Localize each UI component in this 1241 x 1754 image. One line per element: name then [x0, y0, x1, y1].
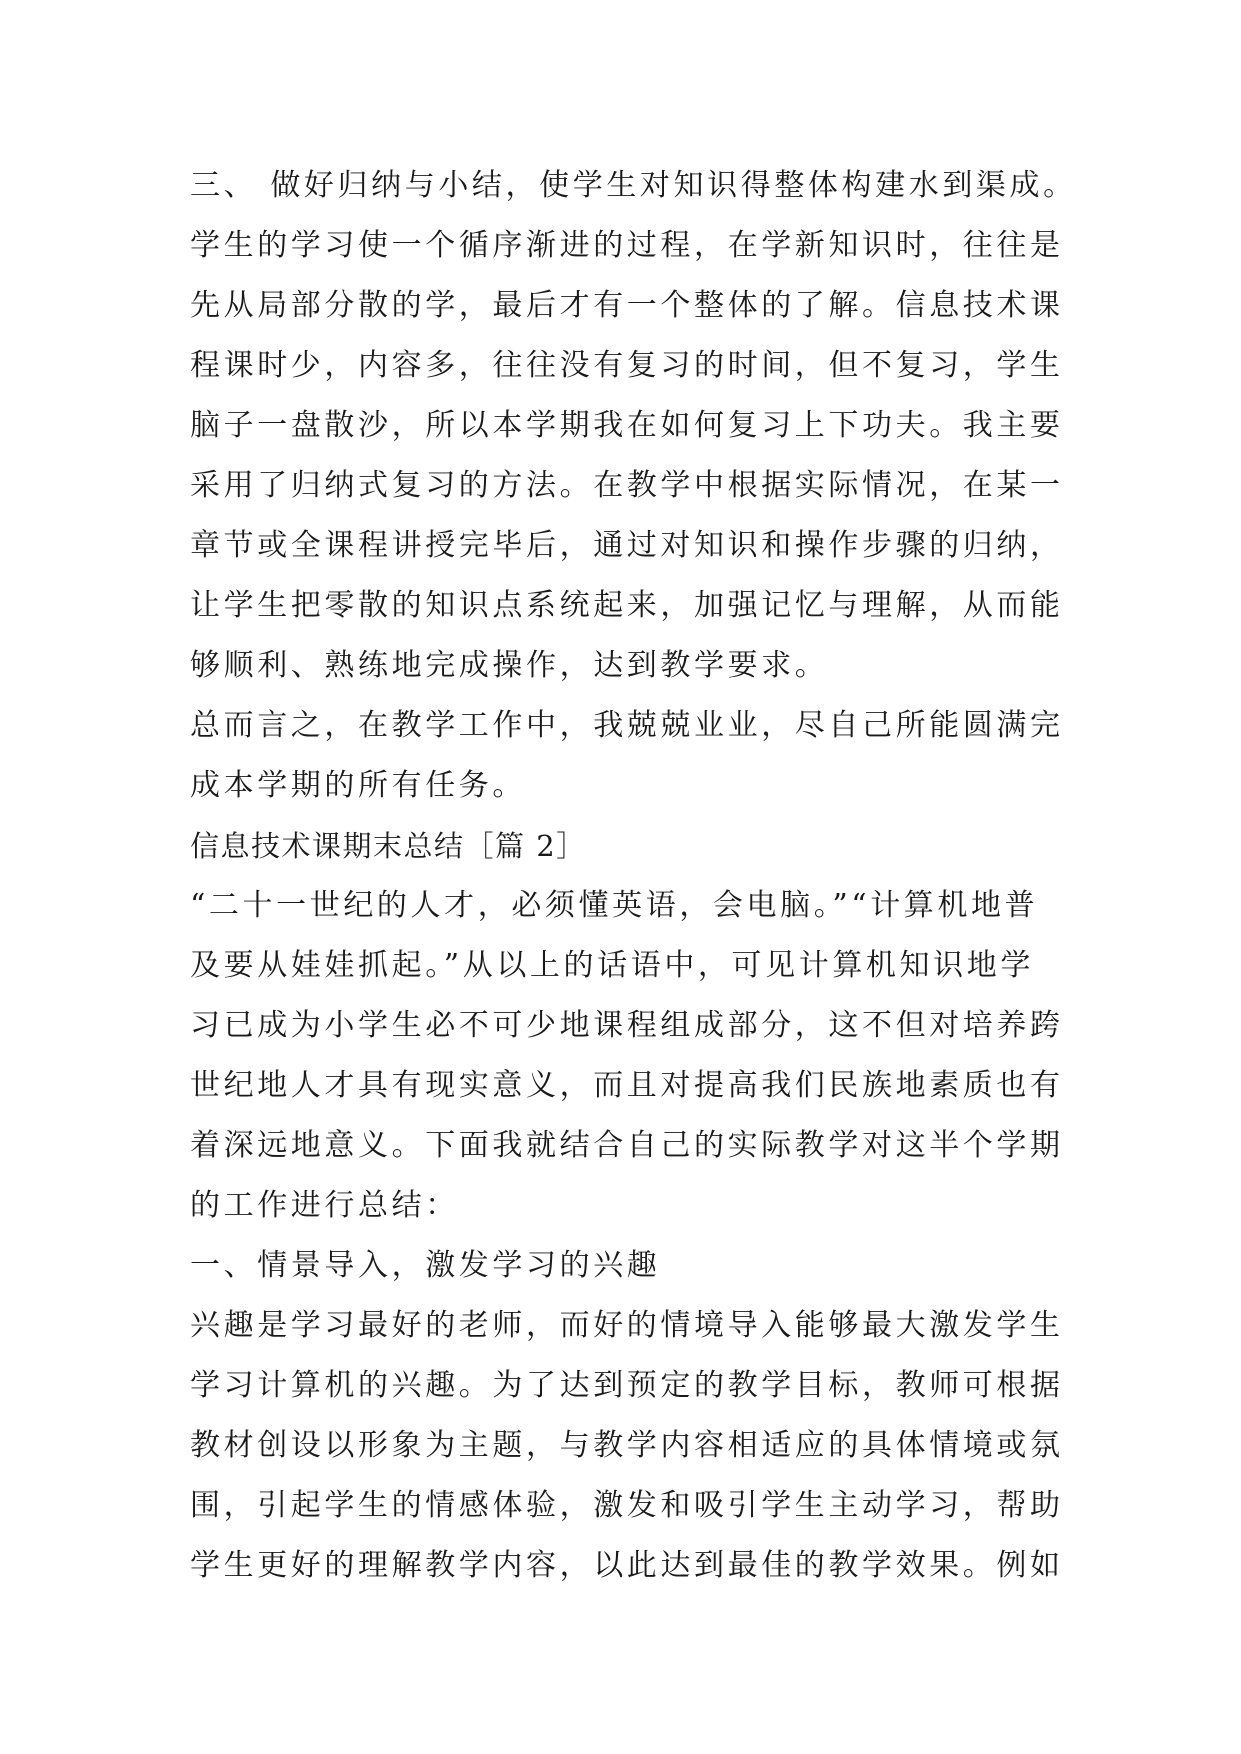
document-page	[190, 162, 1090, 1602]
section-title: 信息技术课期末总结［篇 2］	[190, 829, 587, 863]
text-line: 三、 做好归纳与小结，使学生对知识得整体构建水到渠成。	[190, 168, 1077, 203]
text-line: 学生更好的理解教学内容，以此达到最佳的教学效果。例如	[190, 1548, 1064, 1583]
text-line: 学习计算机的兴趣。为了达到预定的教学目标，教师可根据	[190, 1368, 1064, 1403]
text-line: 章节或全课程讲授完毕后，通过对知识和操作步骤的归纳，	[190, 528, 1064, 563]
text-line: 着深远地意义。下面我就结合自己的实际教学对这半个学期	[190, 1128, 1064, 1163]
text-line: 脑子一盘散沙，所以本学期我在如何复习上下功夫。我主要	[190, 408, 1064, 443]
text-line: 程课时少，内容多，往往没有复习的时间，但不复习，学生	[190, 348, 1064, 383]
text-line: 围，引起学生的情感体验，激发和吸引学生主动学习，帮助	[190, 1488, 1064, 1523]
text-line: 学生的学习使一个循序渐进的过程，在学新知识时，往往是	[190, 228, 1064, 263]
text-line: 先从局部分散的学，最后才有一个整体的了解。信息技术课	[190, 288, 1064, 323]
text-line: 总而言之，在教学工作中，我兢兢业业，尽自己所能圆满完	[190, 708, 1064, 743]
text-line: 让学生把零散的知识点系统起来，加强记忆与理解，从而能	[190, 588, 1064, 623]
text-line: 采用了归纳式复习的方法。在教学中根据实际情况，在某一	[190, 468, 1064, 503]
text-line: 教材创设以形象为主题，与教学内容相适应的具体情境或氛	[190, 1428, 1064, 1463]
text-line: 成本学期的所有任务。	[190, 768, 526, 803]
text-line: 及要从娃娃抓起。”从以上的话语中，可见计算机知识地学	[190, 948, 1034, 983]
text-line: 的工作进行总结：	[190, 1188, 459, 1223]
text-line: 世纪地人才具有现实意义，而且对提高我们民族地素质也有	[190, 1068, 1064, 1103]
text-line: 兴趣是学习最好的老师，而好的情境导入能够最大激发学生	[190, 1308, 1064, 1343]
text-line: “二十一世纪的人才，必须懂英语，会电脑。”“计算机地普	[190, 888, 1039, 923]
section-heading: 一、情景导入，激发学习的兴趣	[190, 1248, 661, 1283]
text-line: 习已成为小学生必不可少地课程组成部分，这不但对培养跨	[190, 1008, 1064, 1043]
text-line: 够顺利、熟练地完成操作，达到教学要求。	[190, 648, 829, 683]
